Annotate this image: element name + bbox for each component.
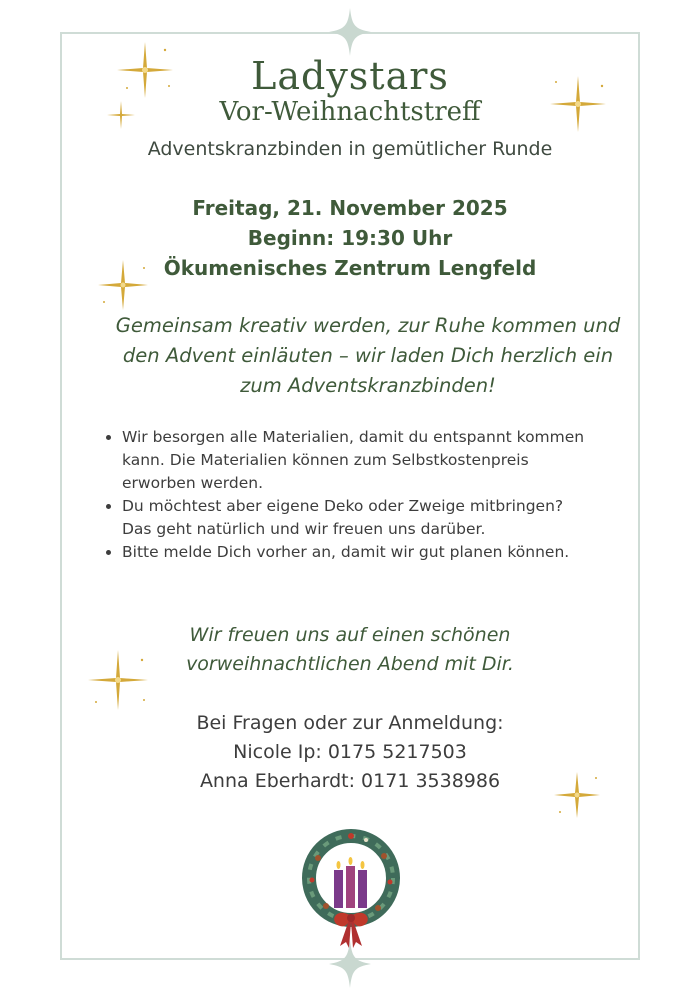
contact-person-1: Nicole Ip: 0175 5217503 xyxy=(233,741,467,763)
event-date: Freitag, 21. November 2025 xyxy=(192,196,508,220)
contact-person-2: Anna Eberhardt: 0171 3538986 xyxy=(199,770,501,792)
closing-line: Wir freuen uns auf einen schönen xyxy=(189,624,511,646)
invitation-line: den Advent einläuten – wir laden Dich herzlich ein xyxy=(122,344,614,367)
info-list xyxy=(104,426,662,564)
list-item xyxy=(122,495,662,541)
list-item-line: Wir besorgen alle Materialien, damit du entspannt kommen xyxy=(122,428,585,446)
event-time: Beginn: 19:30 Uhr xyxy=(247,226,453,250)
tagline: Adventskranzbinden in gemütlicher Runde xyxy=(147,138,553,160)
list-item-line: Das geht natürlich und wir freuen uns darüber. xyxy=(122,520,486,538)
diamond-ornament-icon xyxy=(329,8,371,56)
list-item-line: erworben werden. xyxy=(122,474,264,492)
event-place: Ökumenisches Zentrum Lengfeld xyxy=(163,256,537,280)
closing-line: vorweihnachtlichen Abend mit Dir. xyxy=(186,653,514,675)
closing-text xyxy=(60,621,640,679)
list-item-line: Du möchtest aber eigene Deko oder Zweige mitbringen? xyxy=(122,497,564,515)
list-item-line: kann. Die Materialien können zum Selbstkostenpreis xyxy=(122,451,529,469)
list-item-line: Bitte melde Dich vorher an, damit wir gut planen können. xyxy=(122,543,570,561)
list-item xyxy=(122,426,662,495)
invitation-line: Gemeinsam kreativ werden, zur Ruhe kommen und xyxy=(115,314,621,337)
invitation-text xyxy=(88,311,648,401)
page-title: Ladystars xyxy=(251,54,449,98)
advent-wreath-icon xyxy=(296,818,406,953)
invitation-line: zum Adventskranzbinden! xyxy=(240,374,496,397)
contact-heading: Bei Fragen oder zur Anmeldung: xyxy=(196,712,504,734)
list-item xyxy=(122,541,662,564)
page-subtitle: Vor-Weihnachtstreff xyxy=(219,97,481,127)
